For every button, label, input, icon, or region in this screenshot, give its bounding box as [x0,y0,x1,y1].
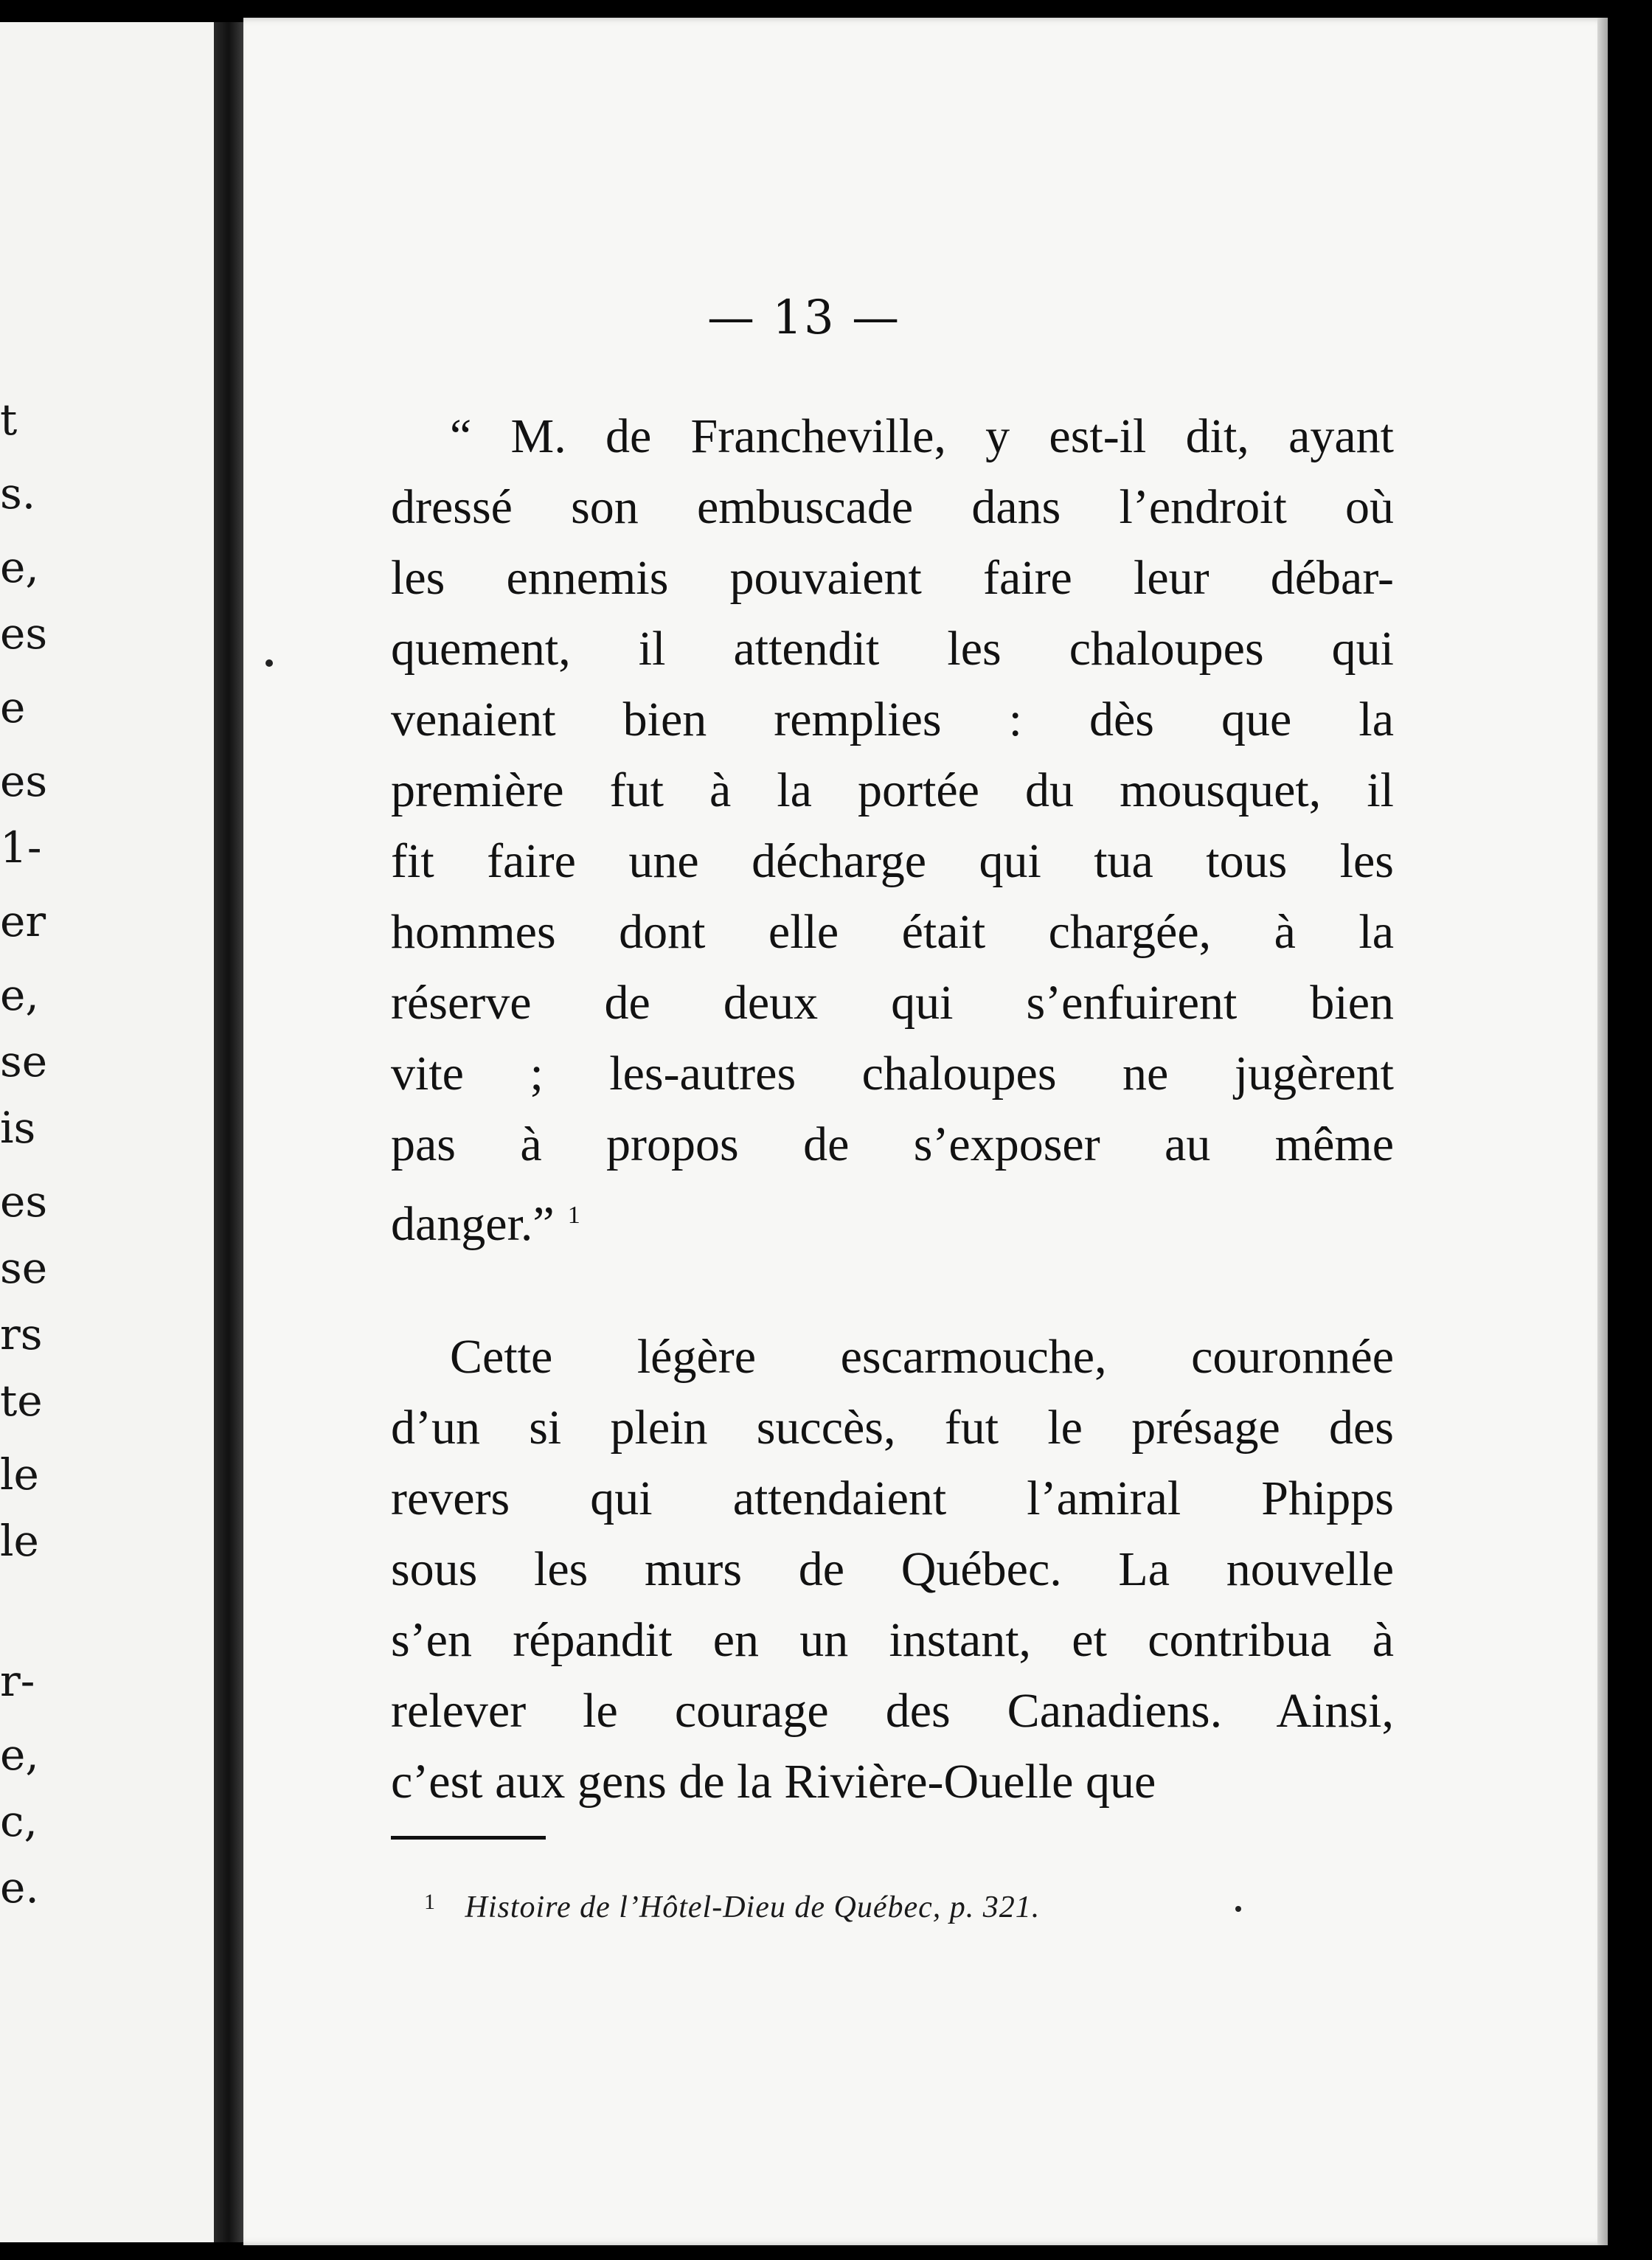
footnote-reference: 1 [567,1202,580,1229]
line-text: fit faire une décharge qui tua tous les [391,834,1394,888]
adjacent-line-fragment: le [0,1516,39,1566]
text-line [391,897,1394,968]
footnote-citation: Histoire de l’Hôtel-Dieu de Québec, p. 321. [465,1890,1041,1924]
line-text: c’est aux gens de la Rivière-Ouelle que [391,1755,1156,1809]
adjacent-line-fragment: e, [0,542,39,592]
footnote [424,1890,1040,1925]
line-text: venaient bien remplies : dès que la [391,693,1394,746]
line-text: vite ; les-autres chaloupes ne jugèrent [391,1047,1394,1100]
line-text: sous les murs de Québec. La nouvelle [391,1542,1394,1596]
line-text: Cette légère escarmouche, couronnée [450,1330,1394,1384]
text-line [391,1534,1394,1605]
text-line [391,1039,1394,1109]
text-line [391,968,1394,1039]
line-text: “ M. de Francheville, y est-il dit, ayant [450,409,1394,463]
adjacent-line-fragment: le [0,1449,39,1500]
adjacent-line-fragment: er [0,896,46,946]
footnote-number: 1 [424,1890,435,1914]
line-text: première fut à la portée du mousquet, il [391,763,1394,817]
book-page [243,18,1608,2245]
adjacent-line-fragment: es [0,756,48,806]
adjacent-line-fragment: is [0,1103,36,1153]
line-text: danger.” [391,1197,555,1251]
line-text: s’en répandit en un instant, et contribua à [391,1613,1394,1667]
text-line [391,826,1394,897]
adjacent-line-fragment: se [0,1036,48,1086]
body-text [391,401,1394,1817]
adjacent-line-fragment: t [0,395,18,445]
adjacent-line-fragment: es [0,609,48,659]
adjacent-page-fragment [0,22,221,2242]
adjacent-line-fragment: rs [0,1309,43,1359]
adjacent-line-fragment: 1- [0,822,42,873]
adjacent-line-fragment: s. [0,468,36,519]
text-line [391,1676,1394,1747]
adjacent-line-fragment: se [0,1243,48,1293]
text-line [391,1747,1394,1817]
line-text: relever le courage des Canadiens. Ainsi, [391,1684,1394,1738]
paragraph-escarmouche [391,1322,1394,1817]
text-line [391,755,1394,826]
text-line [391,684,1394,755]
text-line [391,614,1394,684]
line-text: hommes dont elle était chargée, à la [391,905,1394,959]
scan-speck [266,659,273,667]
adjacent-line-fragment: es [0,1176,48,1227]
footnote-rule [391,1836,546,1840]
adjacent-line-fragment: e [0,682,26,732]
line-text: revers qui attendaient l’amiral Phipps [391,1472,1394,1525]
paragraph-quote [391,401,1394,1251]
scan-speck [1235,1906,1241,1912]
page-number: — 13 — [707,291,901,345]
text-line [391,1463,1394,1534]
adjacent-line-fragment: e. [0,1862,39,1913]
text-line [391,1109,1394,1180]
line-text: pas à propos de s’exposer au même [391,1117,1394,1171]
adjacent-line-fragment: c, [0,1796,38,1846]
line-text: dressé son embuscade dans l’endroit où [391,480,1394,534]
text-line [391,401,1394,472]
line-text: quement, il attendit les chaloupes qui [391,622,1394,676]
page-edge-shadow [1597,18,1608,2245]
line-text: d’un si plein succès, fut le présage des [391,1401,1394,1455]
line-text: les ennemis pouvaient faire leur débar- [391,551,1394,605]
text-line [391,543,1394,614]
line-text: réserve de deux qui s’enfuirent bien [391,976,1394,1030]
text-line [391,1605,1394,1676]
adjacent-line-fragment: e, [0,970,39,1020]
text-line [391,1322,1394,1393]
adjacent-line-fragment: r- [0,1656,35,1706]
text-line [391,472,1394,543]
adjacent-line-fragment: e, [0,1730,39,1780]
text-line [391,1393,1394,1463]
paragraph-gap [391,1251,1394,1322]
text-line [391,1180,1394,1251]
adjacent-page-text-edge [0,22,221,2242]
adjacent-line-fragment: te [0,1376,43,1426]
